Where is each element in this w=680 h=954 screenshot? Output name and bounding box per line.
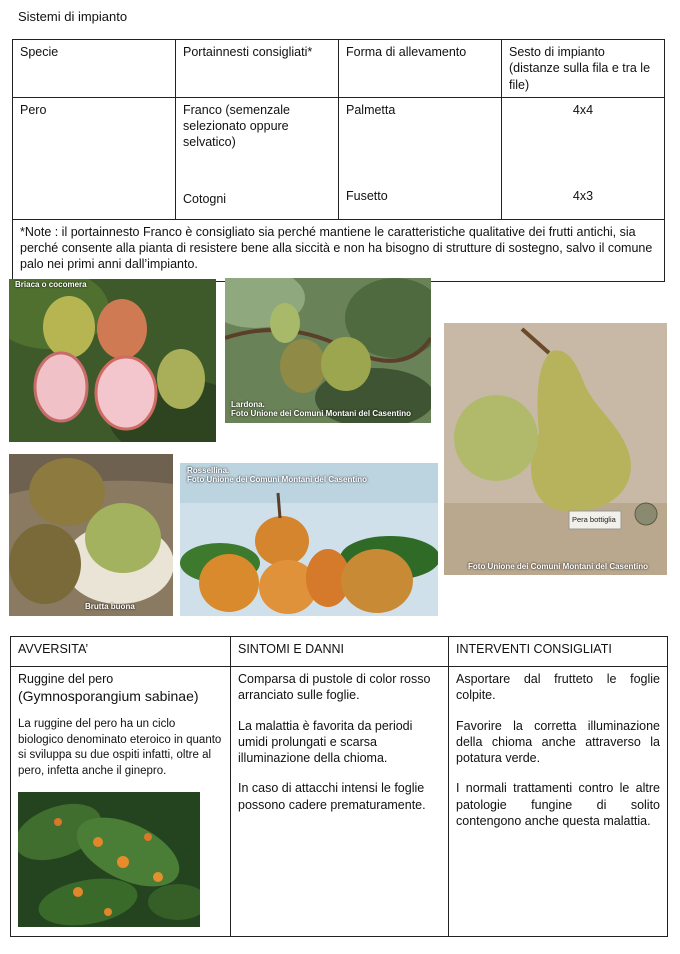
header-rootstock: Portainnesti consigliati* xyxy=(176,40,339,98)
photo-caption-rossellina: Rossellina. xyxy=(187,466,230,475)
spacing-2: 4x3 xyxy=(572,188,594,203)
photo-caption-brutta: Brutta buona xyxy=(85,602,135,611)
photo-caption-lardona: Lardona. xyxy=(231,400,265,409)
header-spacing: Sesto di impianto (distanze sulla fila e tra le file) xyxy=(502,40,665,98)
photo-bottiglia xyxy=(444,323,667,575)
briaca-pears-image xyxy=(9,279,216,442)
spacing-1: 4x4 xyxy=(572,102,594,117)
brutta-buona-pears-image xyxy=(9,454,173,616)
header-form: Forma di allevamento xyxy=(339,40,502,98)
adversity-name: Ruggine del pero xyxy=(18,672,114,686)
photo-lardona xyxy=(225,278,431,423)
photo-briaca xyxy=(9,279,216,442)
table-row xyxy=(13,97,665,219)
header-symptoms: SINTOMI E DANNI xyxy=(231,637,449,667)
planting-systems-table xyxy=(12,39,665,282)
photo-credit-rossellina: Foto Unione dei Comuni Montani del Casentino xyxy=(187,475,367,485)
photo-label-bottiglia: Pera bottiglia xyxy=(572,515,616,524)
pear-rust-leaves-image xyxy=(18,792,200,927)
photo-credit-lardona: Foto Unione dei Comuni Montani del Casentino xyxy=(231,409,411,419)
intervention-3: I normali trattamenti contro le altre patologie fungine di solito contengono anche questa malattia. xyxy=(456,781,660,828)
page-title: Sistemi di impianto xyxy=(18,9,128,24)
form-1: Palmetta xyxy=(346,102,396,117)
header-interventions: INTERVENTI CONSIGLIATI xyxy=(449,637,668,667)
symptom-2: La malattia è favorita da periodi umidi prolungati e scarsa illuminazione della chioma. xyxy=(238,718,413,765)
adversity-table xyxy=(10,636,668,937)
symptom-3: In caso di attacchi intensi le foglie possono cadere prematuramente. xyxy=(238,781,426,812)
species-cell: Pero xyxy=(13,97,176,219)
table-row xyxy=(11,667,668,937)
adversity-scientific-name: (Gymnosporangium sabinae) xyxy=(18,688,199,705)
form-2: Fusetto xyxy=(346,188,388,203)
photo-rossellina xyxy=(180,463,438,616)
header-species: Specie xyxy=(13,40,176,98)
bottiglia-pears-image xyxy=(444,323,667,575)
rootstock-1: Franco (semenzale selezionato oppure selvatico) xyxy=(183,102,290,150)
pear-rust-photo xyxy=(18,792,200,927)
photo-caption-briaca: Briaca o cocomera xyxy=(15,280,87,289)
note-cell: *Note : il portainnesto Franco è consigliato sia perché mantiene le caratteristiche qualitative dei frutti antichi, sia perché consente alla pianta di resistere bene alla siccità e non ha bisogno di strutture di sostegno, salvo il comune palo nei primi anni dall’impianto. xyxy=(13,219,665,281)
header-adversity: AVVERSITA’ xyxy=(11,637,231,667)
rossellina-pears-image xyxy=(180,463,438,616)
photo-credit-bottiglia: Foto Unione dei Comuni Montani del Casentino xyxy=(468,562,648,571)
adversity-description: La ruggine del pero ha un ciclo biologico denominato eteroico in quanto si sviluppa su due ospiti infatti, oltre al pero, infetta anche il ginepro. xyxy=(18,718,222,777)
photo-brutta-buona xyxy=(9,454,173,616)
symptom-1: Comparsa di pustole di color rosso arranciato sulle foglie. xyxy=(238,672,431,703)
intervention-1: Asportare dal frutteto le foglie colpite. xyxy=(456,672,660,703)
rootstock-2: Cotogni xyxy=(183,191,227,206)
intervention-2: Favorire la corretta illuminazione della chioma anche attraverso la potatura verde. xyxy=(456,718,660,765)
